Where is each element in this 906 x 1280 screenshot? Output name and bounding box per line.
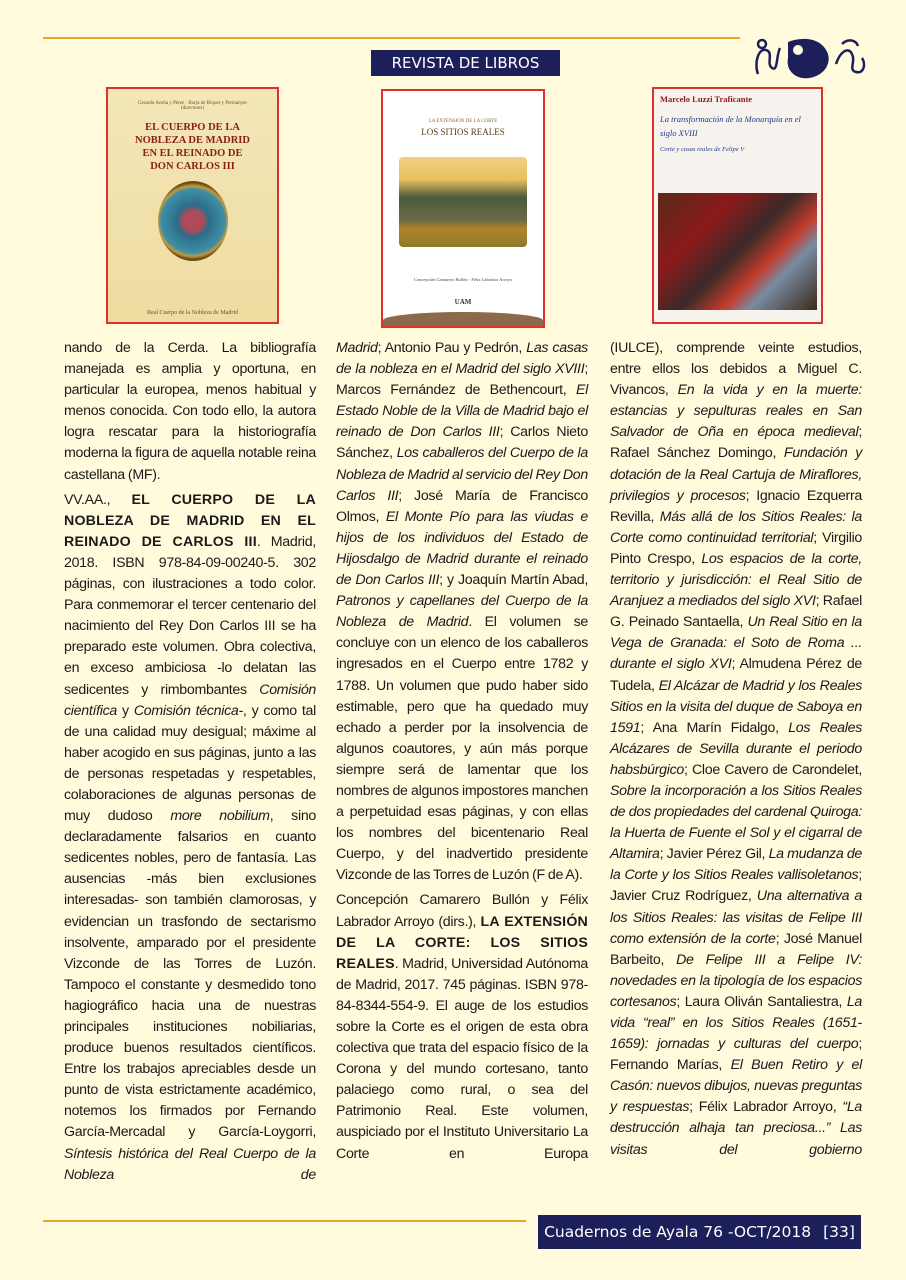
- text-segment: ; Laura Oliván Santaliestra,: [676, 993, 847, 1010]
- work-title: “La destrucción alhaja tan preciosa...” Las visitas del gobierno: [610, 1099, 862, 1158]
- cover-coat-of-arms: [158, 181, 228, 261]
- cover-bottom-band: [383, 312, 543, 326]
- work-title: Síntesis histórica del Real Cuerpo de la Nobleza de: [64, 1145, 316, 1183]
- work-title: Las casas de la nobleza en el Madrid del siglo XVIII: [336, 340, 588, 378]
- work-title: De Felipe III a Felipe IV: novedades en la tipología de los espacios cortesanos: [610, 951, 862, 1010]
- work-title: Comisión técnica-: [133, 702, 243, 719]
- cover-title: EL CUERPO DE LA NOBLEZA DE MADRID EN EL REINADO DE DON CARLOS III: [135, 122, 250, 172]
- work-title: Comisión científica: [64, 681, 316, 719]
- text-segment: ; José Manuel Barbeito,: [610, 930, 863, 968]
- work-title: more nobilium: [170, 808, 270, 825]
- work-title: Sobre la incorporación a los Sitios Reales de dos propiedades del cardenal Quiroga: la Huerta de Fuente el Sol y el cigarral de Altamira: [610, 782, 862, 863]
- book-cover-nobleza: [106, 87, 279, 324]
- work-title: El Buen Retiro y el Casón: nuevos dibujos, nuevas preguntas y respuestas: [610, 1057, 862, 1116]
- cover-subtitle: Corte y casas reales de Felipe V: [660, 146, 745, 153]
- footer-journal: Cuadernos de Ayala 76 -OCT/2018: [544, 1223, 812, 1241]
- text-column-1: [64, 338, 316, 1190]
- section-title: [371, 50, 560, 76]
- text-segment: . Madrid, 2018. ISBN 978-84-09-00240-5. 302 páginas, con ilustraciones a todo color. Para conmemorar el tercer centenario del nacimiento del Rey Don Carlos III se ha preparado este volumen. Obra colectiva, en exceso ambiciosa -lo delatan las sedicentes y rimbombantes: [64, 533, 316, 698]
- work-title: En la vida y en la muerte: estancias y sepulturas reales en San Salvador de Oña en época medieval: [610, 382, 862, 441]
- text-segment: . Madrid, Universidad Autónoma de Madrid, 2017. 745 páginas. ISBN 978-84-8344-554-9. El auge de los estudios sobre la Corte es el origen de esta obra colectiva que trata del espacio físico de la Corona y del mundo cortesano, tanto palaciego como rural, o sea del Patrimonio Real. Este volumen, auspiciado por el Instituto Universitario La Corte en Europa: [336, 955, 588, 1162]
- text-segment: , sino declaradamente falsarios en cuanto sedicentes nobles, pero de fantasía. Las ausencias -más bien exclusiones interesadas- son también clamorosas, y evidencian un trasfondo de sectarismo insolvente, amparado por el presidente Vizconde de las Torres de Luzón. Tampoco el constante y desmedido tono hagiográfico hacia una de nuestras principales instituciones nobiliarias, produce buenos resultados científicos. Entre los trabajos apreciables desde un punto de vista estrictamente académico, notemos los firmados por Fernando García-Mercadal y García-Loygorri,: [64, 808, 316, 1141]
- work-title: Un Real Sitio en la Vega de Granada: el Soto de Roma ... durante el siglo XVI: [610, 614, 862, 673]
- paragraph: [64, 338, 316, 486]
- work-title: Patronos y capellanes del Cuerpo de la Nobleza de Madrid: [336, 593, 588, 631]
- text-segment: ; Rafael G. Peinado Santaella,: [610, 593, 862, 631]
- cover-editors: Concepción Camarero Bullón · Félix Labrador Arroyo: [413, 277, 513, 282]
- cover-title: LOS SITIOS REALES: [421, 127, 505, 137]
- text-segment: nando de la Cerda. La bibliografía manejada es amplia y oportuna, en particular la europea, menos habitual y menos conocida. Con todo ello, la autora logra rescatar para la historiografía moderna la figura de aquella notable reina castellana (MF).: [64, 340, 316, 483]
- work-title: Los caballeros del Cuerpo de la Nobleza de Madrid al servicio del Rey Don Carlos III: [336, 445, 588, 504]
- cover-author: Marcelo Luzzi Traficante: [660, 94, 753, 104]
- work-title: El Alcázar de Madrid y los Reales Sitios en la visita del duque de Saboya en 1591: [610, 677, 862, 736]
- text-segment: ; Fernando Marías,: [610, 1036, 862, 1074]
- text-segment: ; Javier Pérez Gil,: [659, 846, 769, 863]
- text-segment: ; Cloe Cavero de Carondelet,: [684, 761, 862, 778]
- work-title: El Monte Pío para las viudas e hijos de los individuos del Estado de Hijosdalgo de Madrid durante el reinado de Don Carlos III: [336, 508, 588, 589]
- cover-palace-illustration: [399, 157, 527, 247]
- text-segment: ; Ignacio Ezquerra Revilla,: [610, 487, 862, 525]
- text-segment: ; Antonio Pau y Pedrón,: [377, 340, 527, 356]
- work-title: Más allá de los Sitios Reales: la Corte como continuidad territorial: [610, 508, 863, 546]
- text-segment: ; Ana Marín Fidalgo,: [640, 719, 789, 736]
- text-segment: ; Rafael Sánchez Domingo,: [610, 424, 862, 462]
- cover-title: La transformación de la Monarquía en el siglo XVIII: [660, 114, 801, 138]
- text-segment: ; Javier Cruz Rodríguez,: [610, 867, 862, 905]
- text-segment: ; y Joaquín Martín Abad,: [439, 572, 588, 589]
- paragraph: [610, 338, 862, 1161]
- text-segment: y: [117, 702, 134, 719]
- work-title: La mudanza de la Corte y los Sitios Reales vallisoletanos: [610, 846, 863, 884]
- cover-editors: Gerardo Aceña y Pérez · Borja de Riquer y Permanyer (directores): [138, 101, 247, 111]
- book-title: EL CUERPO DE LA NOBLEZA DE MADRID EN EL REINADO DE CARLOS III: [64, 491, 316, 550]
- paragraph: [64, 490, 316, 1186]
- page-number: [33]: [823, 1223, 855, 1241]
- work-title: Los espacios de la corte, territorio y jurisdicción: el Real Sitio de Aranjuez a mediados del siglo XVI: [610, 550, 863, 610]
- book-title: LA EXTENSIÓN DE LA CORTE: LOS SITIOS REALES: [336, 913, 589, 972]
- work-title: El Estado Noble de la Villa de Madrid bajo el reinado de Don Carlos III: [336, 382, 588, 441]
- footer-box: [538, 1215, 861, 1249]
- text-segment: ; Félix Labrador Arroyo,: [689, 1099, 843, 1116]
- book-cover-sitios-reales: [381, 89, 545, 328]
- text-column-2: [336, 338, 588, 1169]
- text-segment: ; José María de Francisco Olmos,: [336, 487, 588, 525]
- paragraph: [336, 338, 588, 886]
- text-column-3: [610, 338, 862, 1165]
- text-segment: Concepción Camarero Bullón y Félix Labrador Arroyo (dirs.),: [336, 892, 588, 930]
- text-segment: ; Marcos Fernández de Bethencourt,: [336, 361, 588, 399]
- text-segment: ; Almudena Pérez de Tudela,: [610, 656, 863, 694]
- cover-publisher: Real Cuerpo de la Nobleza de Madrid: [147, 310, 238, 316]
- work-title: Una alternativa a los Sitios Reales: las visitas de Felipe III como extensión de la corte: [610, 888, 862, 947]
- footer-rule: [43, 1220, 526, 1222]
- text-segment: . El volumen se concluye con un elenco de los caballeros ingresados en el Cuerpo entre 1782 y 1788. Un volumen que pudo haber sido estimable, pero que ha quedado muy echado a perder por la insolvencia de algunos coautores, y aún más porque siempre será de lamentar que los nombres de algunos impostores manchen a perpetuidad esas páginas, y con ellas los nombres del bicentenario Real Cuerpo, y del inadvertido presidente Vizconde de las Torres de Luzón (F de A).: [336, 614, 588, 884]
- section-title-text: REVISTA DE LIBROS: [391, 54, 540, 72]
- cover-series: LA EXTENSIÓN DE LA CORTE: [428, 119, 498, 124]
- book-cover-transformacion: [652, 87, 823, 324]
- work-title: Los Reales Alcázares de Sevilla durante el periodo habsbúrgico: [610, 719, 862, 778]
- journal-logo: [752, 34, 870, 82]
- text-segment: , y como tal de una calidad muy desigual; máxime al haber acogido en sus páginas, junto a las de personas respetadas y respetables, colaboraciones de algunas personas de muy dudoso: [64, 702, 316, 825]
- text-segment: VV.AA.,: [64, 491, 132, 508]
- paragraph: [336, 890, 588, 1164]
- text-segment: (IULCE), comprende veinte estudios, entre ellos los debidos a Miguel C. Vivancos,: [610, 340, 862, 399]
- text-segment: ; Carlos Nieto Sánchez,: [336, 424, 588, 462]
- text-segment: ; Virgilio Pinto Crespo,: [610, 529, 863, 567]
- header-rule: [43, 37, 740, 39]
- cover-publisher: UAM: [454, 298, 472, 306]
- cover-painting: [658, 193, 817, 310]
- work-title: Fundación y dotación de la Real Cartuja de Miraflores, privilegios y procesos: [610, 445, 862, 504]
- work-title: La vida “real” en los Sitios Reales (1651-1659): jornadas y culturas del cuerpo: [610, 993, 862, 1053]
- work-title: Madrid: [336, 340, 378, 356]
